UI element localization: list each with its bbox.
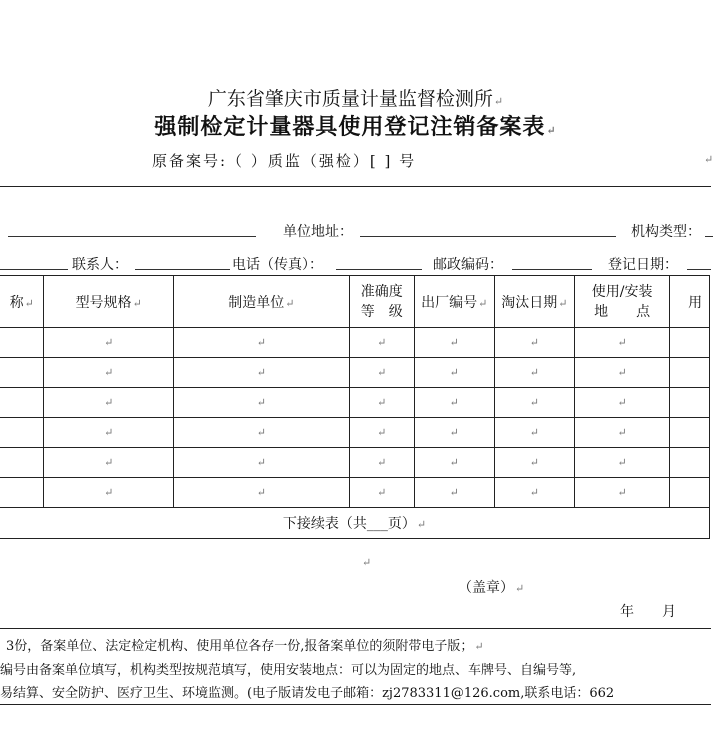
- col-model-header: 型号规格↵: [44, 276, 174, 328]
- field-underline-a: [0, 269, 68, 270]
- org-name: 广东省肇庆市质量计量监督检测所↵: [207, 88, 504, 110]
- col-name-header: 称↵: [0, 276, 44, 328]
- postcode-underline: [512, 269, 592, 270]
- col-manufacturer-header: 制造单位↵: [173, 276, 349, 328]
- bottom-rule: [0, 704, 711, 705]
- continuation-note: 下接续表（共___页）↵: [0, 508, 710, 539]
- note-line-3: 易结算、安全防护、医疗卫生、环境监测。(电子版请发电子邮箱：zj2783311@126.com,联系电话：662: [0, 686, 615, 701]
- table-row: ↵ ↵ ↵ ↵ ↵ ↵: [0, 388, 710, 418]
- equipment-table: [0, 275, 710, 539]
- sign-date: 年 月: [620, 604, 676, 620]
- note-line-1: 3份，备案单位、法定检定机构、使用单位各存一份,报备案单位的须附带电子版；↵: [6, 639, 484, 654]
- col-serial-header: 出厂编号↵: [414, 276, 494, 328]
- form-title: 强制检定计量器具使用登记注销备案表↵: [154, 114, 557, 140]
- record-number: 原备案号:（ ）质监（强检）[ ] 号: [152, 152, 417, 170]
- seal-label: （盖章）↵: [458, 580, 525, 596]
- unit-name-underline: [8, 236, 256, 237]
- note-line-2: 编号由备案单位填写，机构类型按规范填写，使用安装地点：可以为固定的地点、车牌号、自编号等,: [0, 663, 577, 678]
- reg-date-underline: [687, 269, 711, 270]
- top-rule: [0, 186, 711, 187]
- col-location-header: 使用/安装 地 点: [575, 276, 670, 328]
- org-type-label: 机构类型：: [631, 224, 701, 240]
- continuation-row: [0, 508, 710, 539]
- org-type-underline: [705, 236, 713, 237]
- table-row: ↵ ↵ ↵ ↵ ↵ ↵: [0, 448, 710, 478]
- empty-marker: ↵: [362, 556, 372, 569]
- notes-top-rule: [0, 628, 711, 629]
- contact-underline: [135, 269, 230, 270]
- col-accuracy-header: 准确度 等 级: [349, 276, 414, 328]
- contact-label: 联系人：: [72, 257, 128, 273]
- postcode-label: 邮政编码：: [433, 257, 503, 273]
- col-retire-date-header: 淘汰日期↵: [494, 276, 575, 328]
- table-row: ↵ ↵ ↵ ↵ ↵ ↵: [0, 358, 710, 388]
- reg-date-label: 登记日期：: [608, 257, 678, 273]
- unit-address-underline: [360, 236, 616, 237]
- phone-label: 电话（传真）：: [232, 257, 323, 273]
- table-row: ↵ ↵ ↵ ↵ ↵ ↵: [0, 328, 710, 358]
- unit-address-label: 单位地址：: [283, 224, 353, 240]
- col-use-header: 用: [670, 276, 710, 328]
- right-marker: ↵: [704, 153, 713, 166]
- table-row: ↵ ↵ ↵ ↵ ↵ ↵: [0, 478, 710, 508]
- phone-underline: [336, 269, 422, 270]
- table-header-row: [0, 276, 710, 328]
- table-row: ↵ ↵ ↵ ↵ ↵ ↵: [0, 418, 710, 448]
